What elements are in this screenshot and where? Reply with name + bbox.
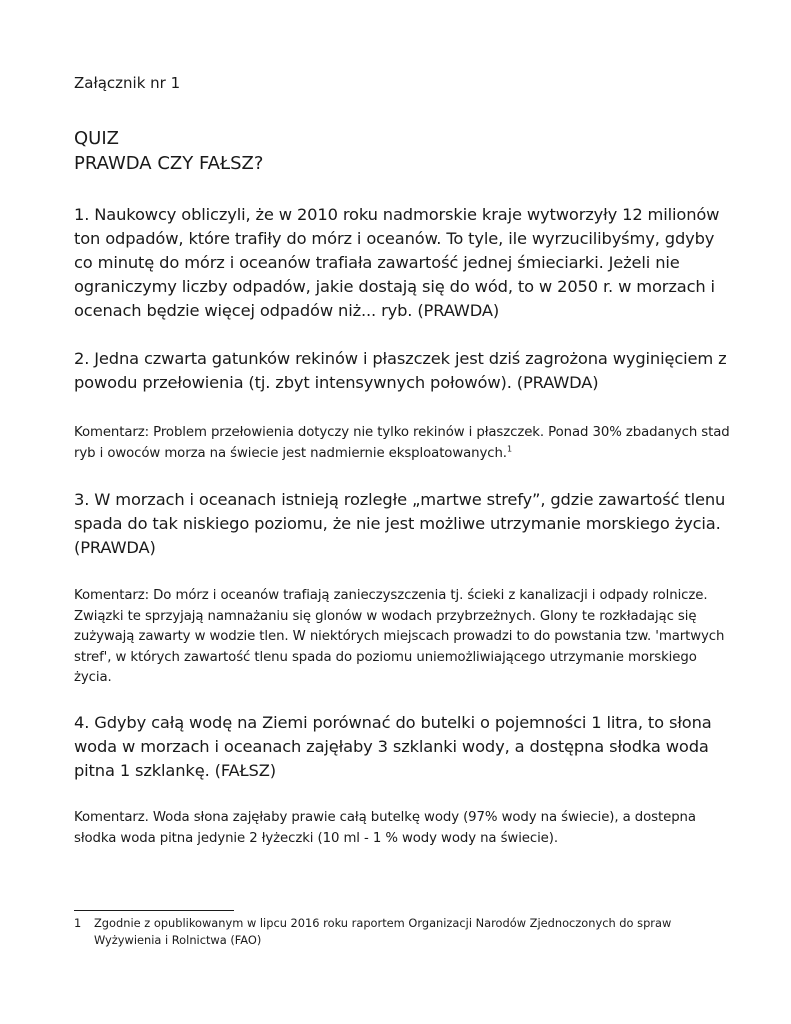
attachment-label: Załącznik nr 1 (74, 74, 181, 92)
question-2: 2. Jedna czwarta gatunków rekinów i płaszczek jest dziś zagrożona wyginięciem z powodu przełowienia (tj. zbyt intensywnych połowów). (PRAWDA) (74, 349, 727, 392)
question-1: 1. Naukowcy obliczyli, że w 2010 roku nadmorskie kraje wytworzyły 12 milionów ton odpadów, które trafiły do mórz i oceanów. To tyle, ile wyrzucilibyśmy, gdyby co minutę do mórz i oceanów trafiała zawartość jednej śmieciarki. Jeżeli nie ograniczymy liczby odpadów, jakie dostają się do wód, to w 2050 r. w morzach i ocenach będzie więcej odpadów niż... ryb. (PRAWDA) (74, 205, 720, 320)
quiz-title: QUIZ (74, 128, 119, 149)
comment-4: Komentarz. Woda słona zajęłaby prawie całą butelkę wody (97% wody na świecie), a dostepna słodka woda pitna jedynie 2 łyżeczki (10 ml - 1 % wody wody na świecie). (74, 810, 696, 846)
comment-2-text: Komentarz: Problem przełowienia dotyczy nie tylko rekinów i płaszczek. Ponad 30% zbadanych stad ryb i owoców morza na świecie jest nadmiernie eksploatowanych. (74, 425, 730, 461)
footnote-separator (74, 910, 234, 911)
comment-3: Komentarz: Do mórz i oceanów trafiają zanieczyszczenia tj. ścieki z kanalizacji i odpady rolnicze. Związki te sprzyjają namnażaniu się glonów w wodach przybrzeżnych. Glony te rozkładając się zużywają zawarty w wodzie tlen. W niektórych miejscach prowadzi to do powstania tzw. 'martwych stref', w których zawartość tlenu spada do poziomu uniemożliwiającego utrzymanie morskiego życia. (74, 588, 725, 685)
footnote-number: 1 (74, 916, 82, 930)
footnote-text: Zgodnie z opublikowanym w lipcu 2016 roku raportem Organizacji Narodów Zjednoczonych do spraw Wyżywienia i Rolnictwa (FAO) (94, 916, 672, 947)
quiz-heading (74, 126, 263, 176)
question-4: 4. Gdyby całą wodę na Ziemi porównać do butelki o pojemności 1 litra, to słona woda w morzach i oceanach zajęłaby 3 szklanki wody, a dostępna słodka woda pitna 1 szklankę. (FAŁSZ) (74, 713, 712, 780)
question-3: 3. W morzach i oceanach istnieją rozległe „martwe strefy”, gdzie zawartość tlenu spada do tak niskiego poziomu, że nie jest możliwe utrzymanie morskiego życia. (PRAWDA) (74, 490, 726, 557)
quiz-subtitle: PRAWDA CZY FAŁSZ? (74, 153, 264, 174)
footnote (74, 915, 714, 949)
footnote-reference: 1 (506, 444, 512, 454)
comment-2 (74, 423, 734, 464)
